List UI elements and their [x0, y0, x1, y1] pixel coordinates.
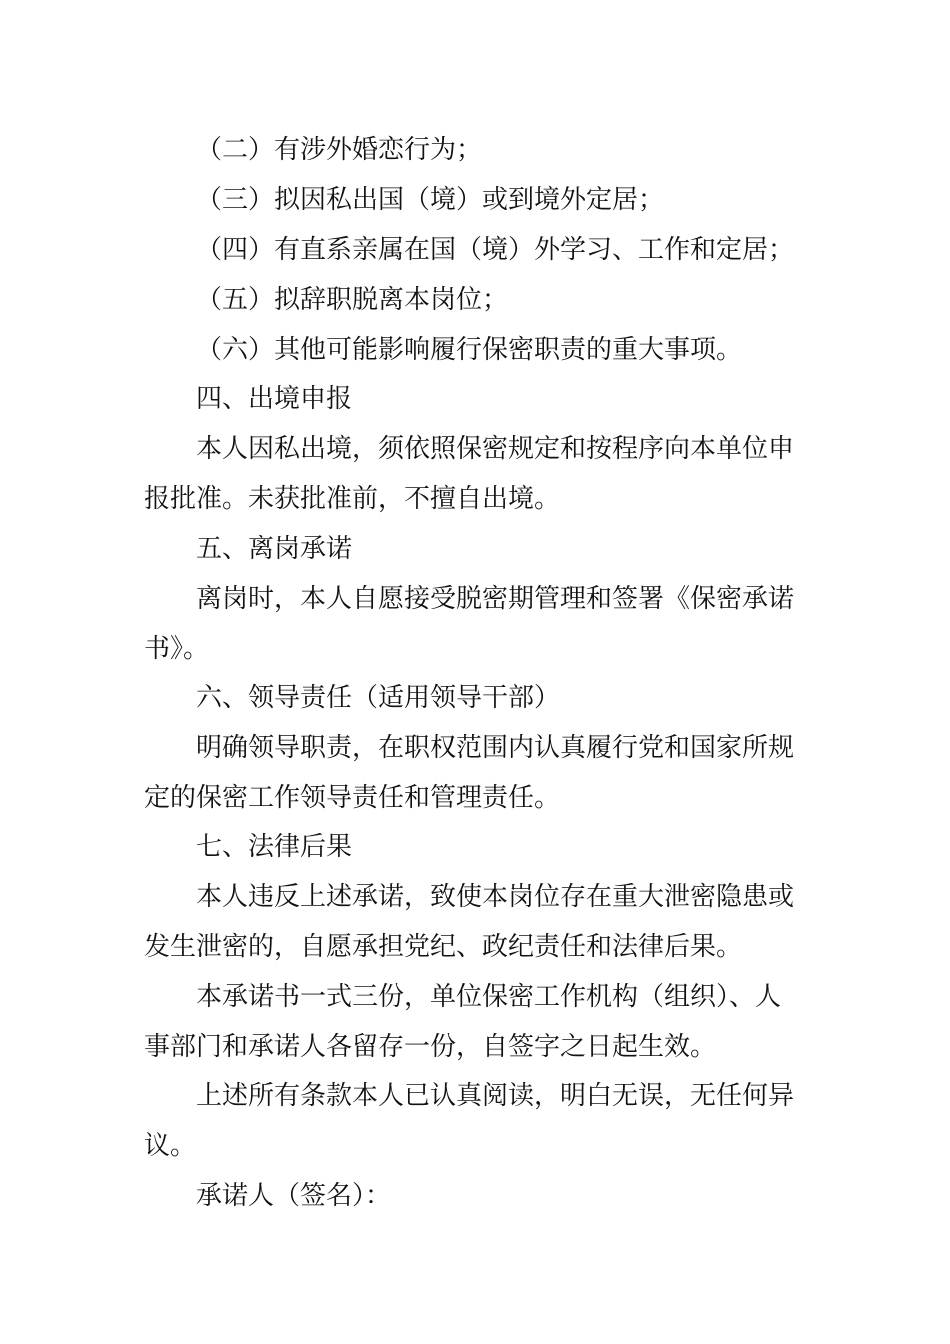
section-body-line: 定的保密工作领导责任和管理责任。: [144, 783, 561, 813]
item-6: （六）其他可能影响履行保密职责的重大事项。: [196, 335, 743, 365]
item-5: （五）拟辞职脱离本岗位；: [196, 285, 509, 315]
closing-paragraph-line: 本承诺书一式三份，单位保密工作机构（组织）、人: [196, 982, 782, 1012]
section-heading-leadership: 六、领导责任（适用领导干部）: [196, 683, 561, 713]
section-heading-legal-consequences: 七、法律后果: [196, 832, 353, 862]
signature-label: 承诺人（签名）：: [196, 1181, 392, 1211]
closing-paragraph-line: 议。: [144, 1131, 197, 1161]
section-heading-leave-post: 五、离岗承诺: [196, 534, 353, 564]
section-body-line: 书》。: [144, 634, 210, 664]
item-3: （三）拟因私出国（境）或到境外定居；: [196, 185, 665, 215]
closing-paragraph-line: 上述所有条款本人已认真阅读，明白无误，无任何异: [196, 1081, 795, 1111]
section-body-line: 离岗时，本人自愿接受脱密期管理和签署《保密承诺: [196, 584, 795, 614]
section-body-line: 明确领导职责，在职权范围内认真履行党和国家所规: [196, 733, 795, 763]
section-body-line: 报批准。未获批准前，不擅自出境。: [144, 484, 561, 514]
section-body-line: 本人因私出境，须依照保密规定和按程序向本单位申: [196, 434, 795, 464]
closing-paragraph-line: 事部门和承诺人各留存一份，自签字之日起生效。: [144, 1032, 717, 1062]
item-4: （四）有直系亲属在国（境）外学习、工作和定居；: [196, 235, 795, 265]
item-2: （二）有涉外婚恋行为；: [196, 135, 483, 165]
section-body-line: 发生泄密的，自愿承担党纪、政纪责任和法律后果。: [144, 932, 743, 962]
section-heading-exit-declaration: 四、出境申报: [196, 384, 353, 414]
section-body-line: 本人违反上述承诺，致使本岗位存在重大泄密隐患或: [196, 882, 795, 912]
